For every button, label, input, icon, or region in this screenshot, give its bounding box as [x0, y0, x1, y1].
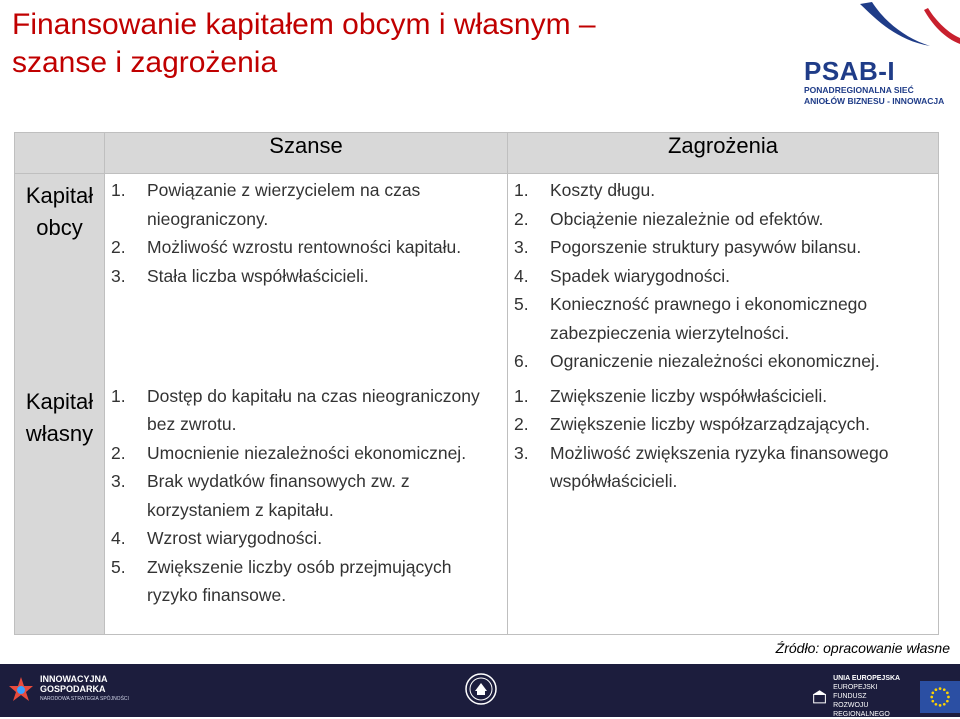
- item-text: Stała liczba współwłaścicieli.: [147, 265, 369, 286]
- item-text: Pogorszenie struktury pasywów bilansu.: [550, 237, 862, 257]
- item-text: Zwiększenie liczby osób przejmujących ryzyko finansowe.: [147, 556, 452, 605]
- header-chances: Szanse: [105, 133, 508, 174]
- list-item: [514, 233, 932, 262]
- list-item: [514, 382, 932, 411]
- logo-subtitle: [804, 85, 944, 107]
- item-number: 2.: [111, 237, 126, 257]
- table-header-row: [15, 133, 939, 174]
- footer-right-line-1: UNIA EUROPEJSKA: [833, 675, 901, 682]
- logo-subtitle-line-2: ANIOŁÓW BIZNESU - INNOWACJA: [804, 96, 945, 106]
- innovative-economy-logo: [8, 674, 129, 704]
- seal-icon: [465, 673, 497, 705]
- eu-flag-icon: [920, 681, 960, 713]
- list-item: [514, 410, 932, 439]
- row-label-foreign-capital: [15, 174, 105, 380]
- list-item: [111, 467, 501, 524]
- item-number: 5.: [111, 556, 126, 577]
- list-item: [111, 262, 501, 291]
- list-item: [514, 439, 932, 496]
- source-note: Źródło: opracowanie własne: [775, 640, 950, 656]
- item-number: 4.: [514, 265, 529, 286]
- psab-logo: [800, 0, 960, 115]
- list-item: [514, 176, 932, 205]
- row-label-line-1: Kapitał: [25, 388, 94, 414]
- logo-name: PSAB-I: [804, 56, 896, 86]
- footer-right-line-3: ROZWOJU REGIONALNEGO: [833, 702, 890, 718]
- table-row: [15, 380, 939, 635]
- foreign-capital-threats: [508, 174, 939, 380]
- item-number: 3.: [514, 237, 529, 257]
- page-title: [12, 6, 772, 82]
- list-item: [514, 262, 932, 291]
- logo-subtitle-line-1: PONADREGIONALNA SIEĆ: [804, 85, 914, 95]
- item-text: Spadek wiarygodności.: [550, 265, 730, 286]
- item-number: 1.: [111, 385, 126, 406]
- item-text: Umocnienie niezależności ekonomicznej.: [147, 442, 467, 463]
- title-line-2: szanse i zagrożenia: [12, 46, 278, 79]
- footer-left-sub: NARODOWA STRATEGIA SPÓJNOŚCI: [40, 696, 129, 702]
- item-text: Konieczność prawnego i ekonomicznego zabezpieczenia wierzytelności.: [550, 294, 868, 343]
- footer-bar: [0, 664, 960, 717]
- item-text: Zwiększenie liczby współwłaścicieli.: [550, 385, 828, 406]
- item-text: Możliwość zwiększenia ryzyka finansowego współwłaścicieli.: [550, 442, 889, 491]
- foreign-capital-chances: [105, 174, 508, 380]
- item-number: 2.: [514, 208, 529, 229]
- item-text: Obciążenie niezależnie od efektów.: [550, 208, 824, 229]
- item-number: 1.: [514, 180, 529, 200]
- item-number: 3.: [514, 442, 529, 463]
- star-icon: [8, 676, 34, 702]
- row-label-own-capital: [15, 380, 105, 635]
- item-text: Wzrost wiarygodności.: [147, 528, 323, 548]
- item-number: 3.: [111, 471, 126, 491]
- header-threats: Zagrożenia: [508, 133, 939, 174]
- item-number: 1.: [514, 385, 529, 406]
- item-number: 3.: [111, 265, 126, 286]
- eu-logo: [812, 674, 960, 719]
- footer-right-line-2: EUROPEJSKI FUNDUSZ: [833, 684, 878, 700]
- item-text: Ograniczenie niezależności ekonomicznej.: [550, 351, 880, 371]
- item-text: Koszty długu.: [550, 180, 656, 200]
- item-text: Brak wydatków finansowych zw. z korzystaniem z kapitału.: [147, 471, 410, 520]
- list-item: [514, 347, 932, 376]
- header-corner: [15, 133, 105, 174]
- item-number: 5.: [514, 294, 529, 314]
- item-number: 1.: [111, 180, 126, 200]
- item-number: 6.: [514, 351, 529, 371]
- logo-swoosh-icon: [800, 0, 960, 60]
- comparison-table: [14, 132, 939, 635]
- list-item: [111, 439, 501, 468]
- own-capital-chances: [105, 380, 508, 635]
- footer-left-line-2: GOSPODARKA: [40, 684, 106, 694]
- title-line-1: Finansowanie kapitałem obcym i własnym –: [12, 8, 596, 41]
- row-label-line-2: własny: [25, 420, 94, 446]
- item-number: 2.: [514, 414, 529, 434]
- list-item: [111, 553, 501, 610]
- item-number: 4.: [111, 528, 126, 548]
- list-item: [111, 382, 501, 439]
- row-label-line-1: Kapitał: [25, 183, 94, 208]
- own-capital-threats: [508, 380, 939, 635]
- table-row: [15, 174, 939, 380]
- footer-left-line-1: INNOWACYJNA: [40, 674, 108, 684]
- item-text: Możliwość wzrostu rentowności kapitału.: [147, 237, 462, 257]
- list-item: [111, 176, 501, 233]
- item-text: Dostęp do kapitału na czas nieograniczony bez zwrotu.: [147, 385, 480, 434]
- item-text: Zwiększenie liczby współzarządzających.: [550, 414, 870, 434]
- eu-building-icon: [812, 688, 827, 706]
- list-item: [514, 205, 932, 234]
- list-item: [514, 290, 932, 347]
- list-item: [111, 524, 501, 553]
- item-text: Powiązanie z wierzycielem na czas nieograniczony.: [147, 180, 421, 229]
- list-item: [111, 233, 501, 262]
- item-number: 2.: [111, 442, 126, 463]
- row-label-line-2: obcy: [36, 215, 83, 240]
